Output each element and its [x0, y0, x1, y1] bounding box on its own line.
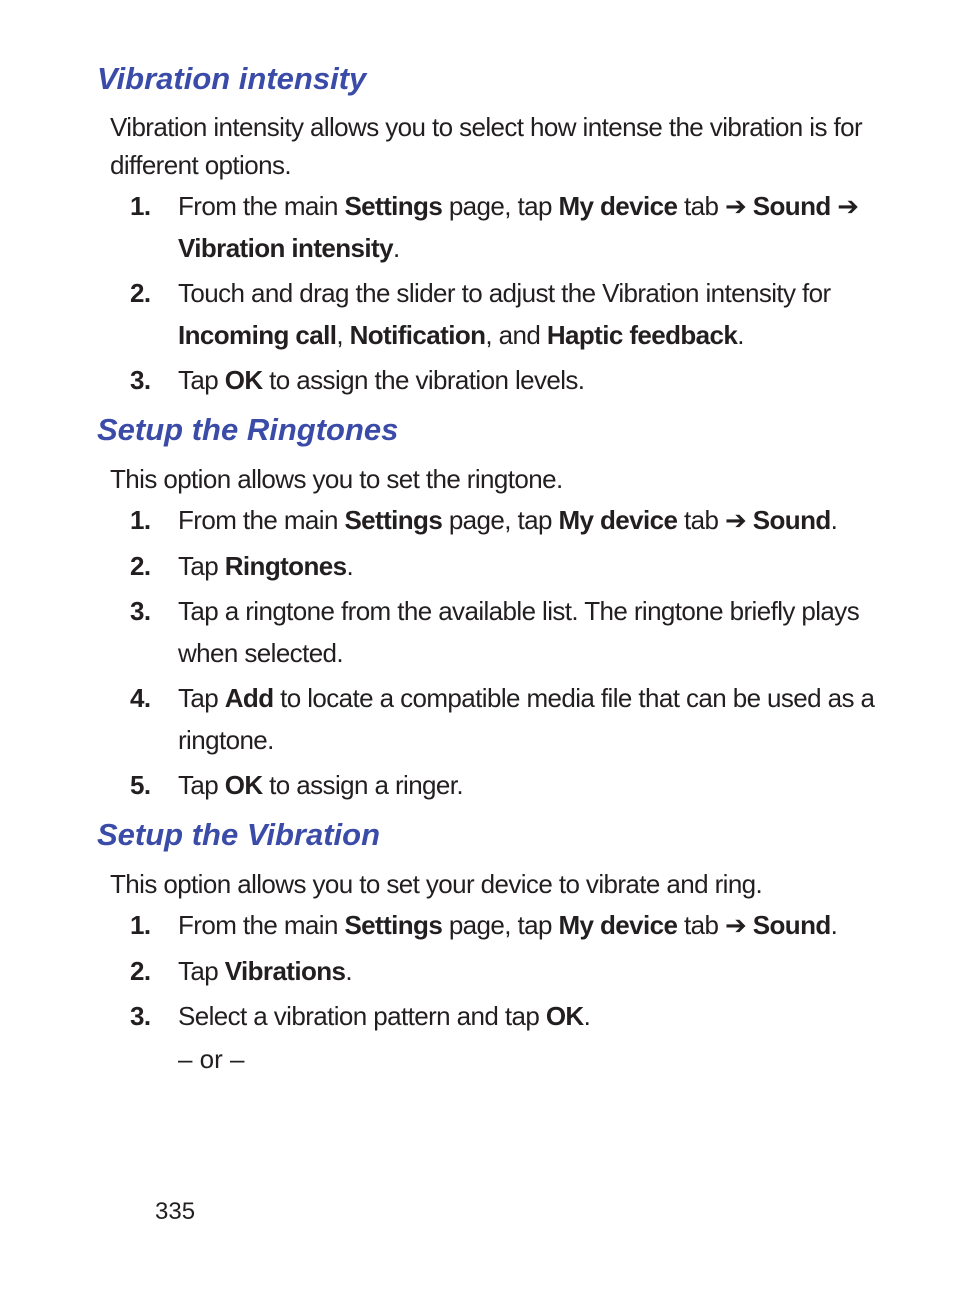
step-number: 3. — [130, 365, 151, 395]
step-number: 1. — [130, 191, 151, 221]
section-heading-setup-vibration: Setup the Vibration — [97, 817, 381, 852]
step-number: 1. — [130, 505, 151, 535]
step-text: From the main Settings page, tap My device tab ➔ Sound ➔ Vibration intensity. — [178, 191, 859, 263]
or-separator: – or – — [178, 1044, 245, 1074]
step-text: Touch and drag the slider to adjust the Vibration intensity for Incoming call, Notification, and Haptic feedback. — [178, 278, 831, 350]
step-item — [130, 950, 890, 992]
step-number: 2. — [130, 956, 151, 986]
step-number: 4. — [130, 683, 151, 713]
step-item — [130, 185, 890, 269]
step-item — [130, 499, 890, 541]
step-number: 3. — [130, 596, 151, 626]
section-intro-setup-vibration: This option allows you to set your device to vibrate and ring. — [110, 869, 763, 899]
section-intro-setup-ringtones: This option allows you to set the ringtone. — [110, 464, 563, 494]
step-text: Tap OK to assign the vibration levels. — [178, 365, 585, 395]
step-text: Tap Ringtones. — [178, 551, 354, 581]
step-item — [130, 590, 890, 674]
step-text: Tap Add to locate a compatible media file that can be used as a ringtone. — [178, 683, 875, 755]
section-heading-setup-ringtones: Setup the Ringtones — [97, 412, 399, 447]
step-item — [130, 995, 890, 1037]
section-heading-vibration-intensity: Vibration intensity — [97, 61, 367, 96]
step-item — [130, 359, 890, 401]
page-number: 335 — [155, 1198, 196, 1225]
step-text: Tap OK to assign a ringer. — [178, 770, 464, 800]
step-text: Tap Vibrations. — [178, 956, 353, 986]
step-item — [130, 545, 890, 587]
step-item — [130, 272, 890, 356]
step-text: From the main Settings page, tap My device tab ➔ Sound. — [178, 910, 838, 940]
step-text: From the main Settings page, tap My device tab ➔ Sound. — [178, 505, 838, 535]
step-number: 5. — [130, 770, 151, 800]
step-item — [130, 764, 890, 806]
step-number: 1. — [130, 910, 151, 940]
step-text: Select a vibration pattern and tap OK. — [178, 1001, 591, 1031]
step-text: Tap a ringtone from the available list. The ringtone briefly plays when selected. — [178, 596, 860, 668]
step-number: 2. — [130, 551, 151, 581]
step-number: 2. — [130, 278, 151, 308]
section-intro-vibration-intensity: Vibration intensity allows you to select how intense the vibration is for different options. — [110, 112, 863, 180]
step-item — [130, 677, 890, 761]
step-item — [130, 904, 890, 946]
step-number: 3. — [130, 1001, 151, 1031]
